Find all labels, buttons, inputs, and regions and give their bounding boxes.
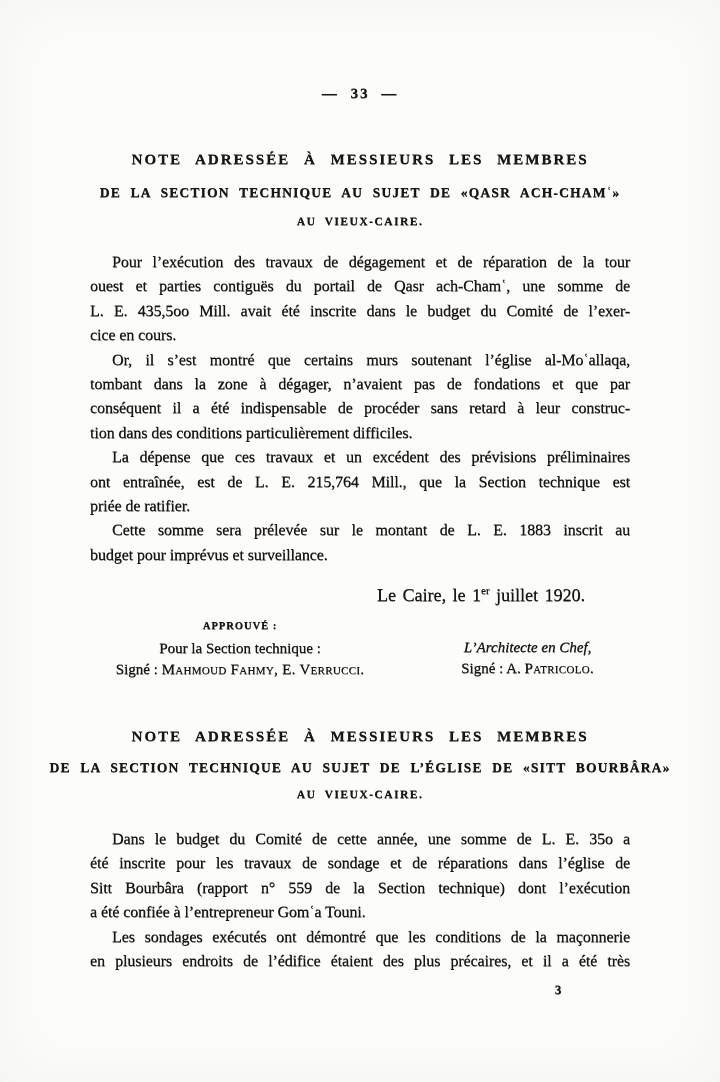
gathering-mark: 3 [554, 982, 562, 997]
body-line: priée de ratifier. [90, 498, 190, 516]
signed-label: Signé : A. [461, 661, 525, 677]
body-line: conséquent il a été indispensable de procéder sans retard à leur construc- [90, 400, 630, 418]
signed-names-line [90, 660, 390, 681]
dateline [90, 585, 585, 606]
body-line: été inscrite pour les travaux de sondage et de réparations dans l’église de [90, 855, 630, 873]
note2-heading-line3: AU VIEUX-CAIRE. [296, 789, 424, 801]
note1-body [90, 251, 630, 568]
signed-label: Signé : [115, 662, 162, 678]
dateline-text: Le Caire, le 1 [376, 585, 481, 605]
note2-body [90, 828, 630, 974]
body-line: ont entraînée, est de L. E. 215,764 Mill., que la Section technique est [90, 473, 630, 491]
chief-signed-line [415, 659, 640, 680]
body-line: Cette somme sera prélevée sur le montant de L. E. 1883 inscrit au [112, 522, 630, 540]
note1-heading-line3: AU VIEUX-CAIRE. [296, 216, 424, 228]
body-line: budget pour imprévus et surveillance. [90, 546, 328, 564]
body-line: cice en cours. [90, 327, 177, 345]
note1-heading-line1: NOTE ADRESSÉE À MESSIEURS LES MEMBRES [131, 152, 589, 168]
body-line: Sitt Bourbâra (rapport n° 559 de la Section technique) dont l’exécution [90, 879, 630, 897]
body-line: L. E. 435,5oo Mill. avait été inscrite dans le budget du Comité de l’exer- [90, 302, 630, 320]
body-line: en plusieurs endroits de l’édifice étaient des plus précaires, et il a été très [90, 953, 630, 971]
signer-names: Mahmoud Fahmy, E. Verrucci. [161, 662, 365, 678]
body-line: La dépense que ces travaux et un excédent des prévisions préliminaires [112, 449, 630, 467]
chief-architect-title: L’Architecte en Chef, [463, 640, 592, 656]
signature-block-left [90, 620, 390, 681]
body-line: ouest et parties contiguës du portail de Qasr ach-Chamʿ, une somme de [90, 278, 630, 296]
body-line: tion dans des conditions particulièrement difficiles. [90, 424, 413, 442]
for-section-label: Pour la Section technique : [159, 641, 321, 657]
body-line: Les sondages exécutés ont démontré que les conditions de la maçonnerie [112, 928, 630, 946]
note2-heading-line1: NOTE ADRESSÉE À MESSIEURS LES MEMBRES [131, 729, 589, 745]
signer-name: Patricolo. [524, 661, 594, 677]
body-line: Pour l’exécution des travaux de dégagement et de réparation de la tour [112, 254, 630, 271]
body-line: a été confiée à l’entrepreneur Gomʿa Touni. [90, 904, 366, 922]
note1-heading-line2: DE LA SECTION TECHNIQUE AU SUJET DE «QASR ACH-CHAMʿ» [99, 185, 621, 200]
signature-block-right [415, 638, 640, 680]
dateline-ordinal: er [480, 585, 490, 597]
body-line: Dans le budget du Comité de cette année, une somme de L. E. 35o a [112, 831, 630, 848]
note2-heading-line2: DE LA SECTION TECHNIQUE AU SUJET DE L’ÉGLISE DE «SITT BOURBÂRA» [49, 760, 671, 775]
page-number: — 33 — [321, 86, 399, 102]
dateline-text: juillet 1920. [489, 585, 585, 605]
body-line: tombant dans la zone à dégager, n’avaient pas de fondations et que par [90, 376, 630, 394]
approved-label: APPROUVÉ : [202, 621, 278, 632]
body-line: Or, il s’est montré que certains murs soutenant l’église al-Moʿallaqa, [112, 351, 630, 369]
